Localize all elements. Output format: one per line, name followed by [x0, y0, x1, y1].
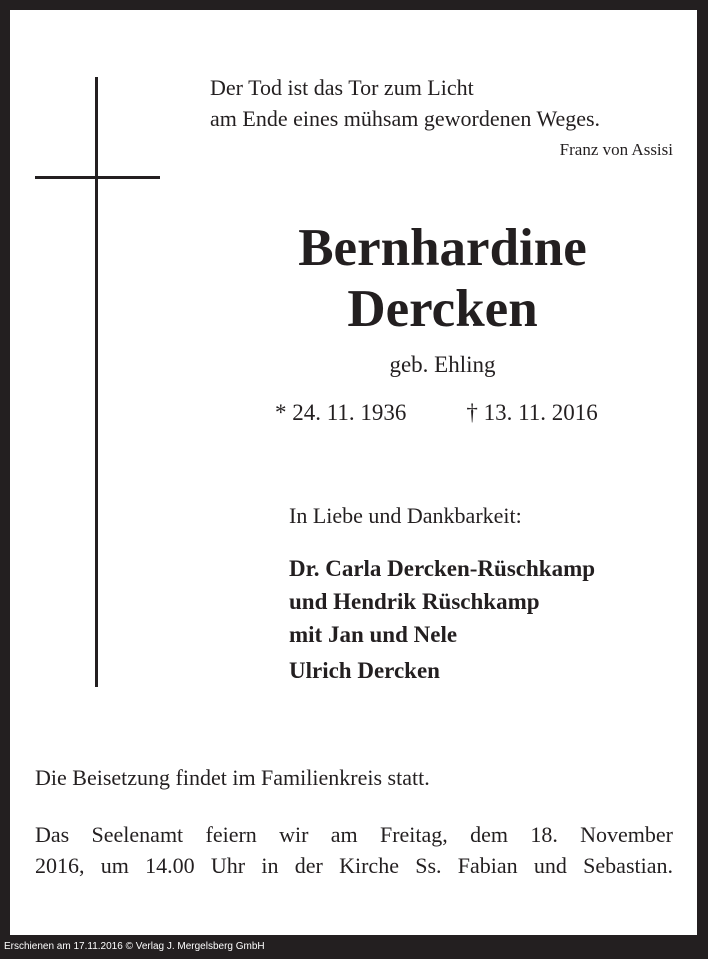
first-name: Bernhardine [298, 219, 587, 277]
birth-date: * 24. 11. 1936 [275, 400, 407, 425]
quote-author: Franz von Assisi [559, 140, 673, 159]
obituary-notice [10, 10, 697, 935]
mourner-name: Ulrich Dercken [289, 658, 440, 683]
publication-footer: Erschienen am 17.11.2016 © Verlag J. Mergelsberg GmbH [4, 941, 265, 952]
mass-line: Das Seelenamt feiern wir am Freitag, dem 18. November [35, 822, 673, 847]
mass-notice [35, 819, 673, 881]
mourner-name: und Hendrik Rüschkamp [289, 589, 540, 614]
deceased-name [190, 218, 695, 340]
quote-line: Der Tod ist das Tor zum Licht [210, 75, 474, 100]
death-date: † 13. 11. 2016 [466, 400, 598, 425]
last-name: Dercken [347, 280, 538, 338]
mourner-name: Dr. Carla Dercken-Rüschkamp [289, 556, 596, 581]
quote [210, 72, 680, 134]
burial-notice: Die Beisetzung findet im Familienkreis statt. [35, 765, 430, 790]
mourner-name: mit Jan und Nele [289, 622, 458, 647]
mourners-intro: In Liebe und Dankbarkeit: [289, 503, 522, 528]
cross-icon [95, 77, 98, 687]
mourners-list [289, 552, 595, 687]
maiden-name: geb. Ehling [389, 352, 496, 377]
life-dates [275, 400, 598, 426]
quote-line: am Ende eines mühsam gewordenen Weges. [210, 106, 601, 131]
cross-icon-bar [35, 176, 160, 179]
mass-line: 2016, um 14.00 Uhr in der Kirche Ss. Fabian und Sebastian. [35, 853, 673, 878]
